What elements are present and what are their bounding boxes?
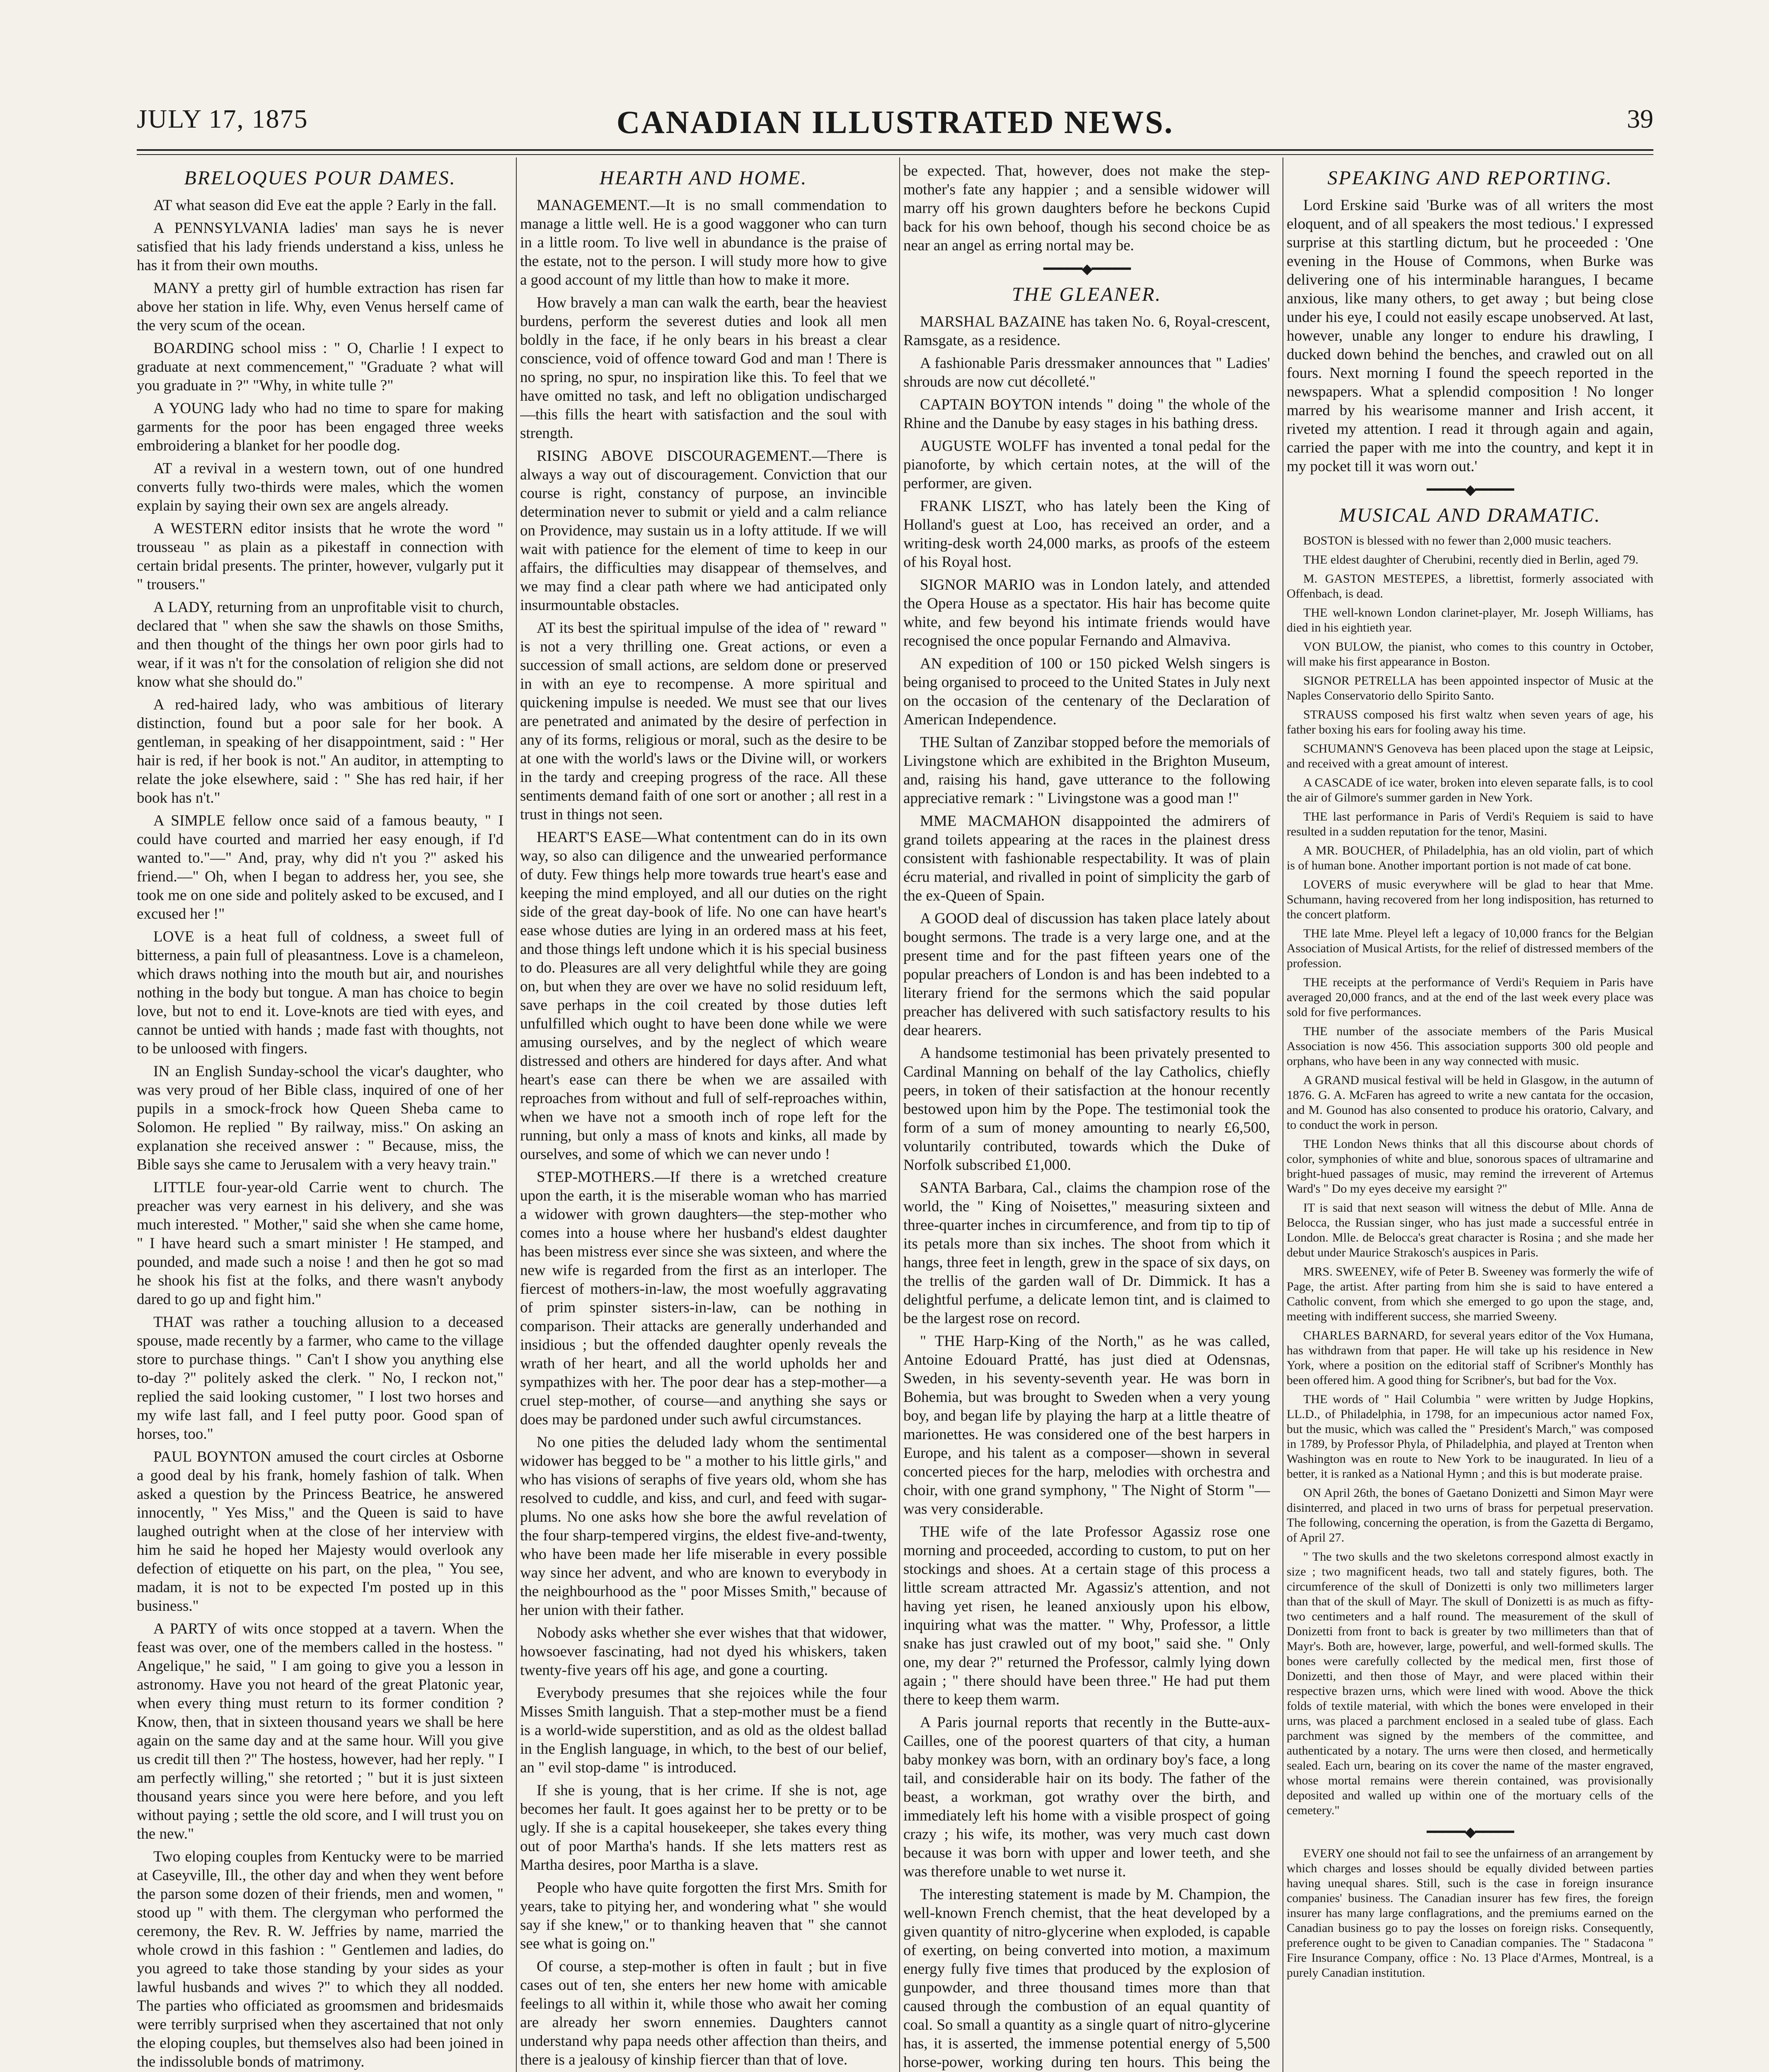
article-paragraph: A PENNSYLVANIA ladies' man says he is never satisfied that his lady friends understand a kiss, unless he has it from their own mouths. (137, 220, 503, 274)
page-number: 39 (1627, 104, 1653, 133)
article-paragraph: FRANK LISZT, who has lately been the King of Holland's guest at Loo, has received an order, and a writing-desk worth 24,000 marks, as proofs of the esteem of his Royal host. (903, 498, 1270, 571)
article-paragraph: A MR. BOUCHER, of Philadelphia, has an old violin, part of which is of human bone. Another important portion is not made of cat bone. (1287, 844, 1653, 872)
article-paragraph: Nobody asks whether she ever wishes that that widower, howsoever fascinating, had not dyed his whiskers, taken twenty-five years off his age, and gone a courting. (520, 1624, 887, 1679)
article-paragraph: THE number of the associate members of the Paris Musical Association is now 456. This association supports 300 old people and orphans, who have been in any way connected with music. (1287, 1024, 1653, 1068)
article-paragraph: SIGNOR PETRELLA has been appointed inspector of Music at the Naples Conservatorio dello Spirito Santo. (1287, 674, 1653, 702)
article-paragraph: HEART'S EASE—What contentment can do in its own way, so also can diligence and the unwearied performance of duty. Few things help more towards true heart's ease and keeping the mind employed, and all our duties on the right side of the great day-book of life. No one can have heart's ease whose duties are lying in an ordered mass at his feet, and those things left undone which it is his special business to do. Pleasures are all very delightful while they are going on, but when they are over we have no solid residuum left, save perhaps in the coil created by those duties left unfulfilled which ought to have been done while we were amusing ourselves, and by the neglect of which weare distressed and others are hindered for days after. And what heart's ease can there be when we are assailed with reproaches from without and full of self-reproaches within, when we have not a smooth inch of rope left for the running, but only a mass of knots and kinks, all made by ourselves, and some of which we can never undo ! (520, 829, 887, 1163)
header-rule (137, 149, 1653, 151)
article-paragraph: THE late Mme. Pleyel left a legacy of 10,000 francs for the Belgian Association of Musical Artists, for the relief of distressed members of the profession. (1287, 927, 1653, 970)
article-paragraph: SIGNOR MARIO was in London lately, and attended the Opera House as a spectator. His hair has become quite white, and few beyond his intimate friends would have recognised the once popular Fernando and Almaviva. (903, 576, 1270, 649)
continued-paragraph: be expected. That, however, does not make the step-mother's fate any happier ; and a sensible widower will marry off his grown daughters before he beckons Cupid back for his own behoof, though his second choice be as near an angel as erring nortal may be. (903, 162, 1270, 254)
article-paragraph: No one pities the deluded lady whom the sentimental widower has begged to be " a mother to his little girls," and who has visions of seraphs of five years old, whom she has resolved to cuddle, and kiss, and curl, and feed with sugar-plums. No one asks how she bore the awful revelation of the four sharp-tempered virgins, the eldest five-and-twenty, who have been made her life miserable in every possible way since her advent, and who are known to everybody in the neighbourhood as the " poor Misses Smith," because of her union with their father. (520, 1434, 887, 1619)
article-paragraph: AT a revival in a western town, out of one hundred converts fully two-thirds were males, which the women explain by saying their own sex are angels already. (137, 460, 503, 514)
article-paragraph: THE wife of the late Professor Agassiz rose one morning and proceeded, according to custom, to put on her stockings and shoes. At a certain stage of this process a little scream attracted Mr. Agassiz's attention, and not having yet risen, he leaned anxiously upon his elbow, inquiring what was the matter. " Why, Professor, a little snake has just crawled out of my boot," said she. " Only one, my dear ?" returned the Professor, calmly lying down again ; " there should have been three." He had put them there to keep them warm. (903, 1523, 1270, 1708)
article-paragraph: If she is young, that is her crime. If she is not, age becomes her fault. It goes against her to be pretty or to be ugly. If she is a capital housekeeper, she takes every thing out of poor Martha's hands. If she lets matters rest as Martha desires, poor Martha is a slave. (520, 1782, 887, 1874)
article-paragraph: VON BULOW, the pianist, who comes to this country in October, will make his first appearance in Boston. (1287, 640, 1653, 668)
article-paragraph: LOVERS of music everywhere will be glad to hear that Mme. Schumann, having recovered from her long indisposition, has returned to the concert platform. (1287, 878, 1653, 921)
article-paragraph: Everybody presumes that she rejoices while the four Misses Smith languish. That a step-mother must be a fiend is a world-wide superstition, and as old as the oldest ballad in the English language, in which, to the best of our belief, an " evil stop-dame " is introduced. (520, 1685, 887, 1776)
article-list (903, 312, 1270, 2072)
article-paragraph: LITTLE four-year-old Carrie went to church. The preacher was very earnest in his delivery, and she was much interested. " Mother," said she when she came home, " I have heard such a smart minister ! He stamped, and pounded, and made such a noise ! and then he got so mad he shook his fist at the folks, and there wasn't anybody dared to go up and fight him." (137, 1179, 503, 1308)
article-paragraph: A WESTERN editor insists that he wrote the word " trousseau " as plain as a pikestaff in connection with certain bridal presents. The printer, however, vulgarly put it " trousers." (137, 520, 503, 593)
article-paragraph: Of course, a step-mother is often in fault ; but in five cases out of ten, she enters her new home with amicable feelings to all within it, while those who await her coming are already her sworn ennemies. Daughters cannot understand why papa needs other affection than theirs, and there is a jealousy of kinship fiercer than that of love. (520, 1958, 887, 2068)
article-paragraph: THE well-known London clarinet-player, Mr. Joseph Williams, has died in his eightieth year. (1287, 606, 1653, 634)
article-paragraph: A Paris journal reports that recently in the Butte-aux-Cailles, one of the poorest quarters of that city, a human baby monkey was born, with an ordinary boy's face, a long tail, and considerable hair on its body. The father of the beast, a workman, got wrathy over the birth, and immediately left his home with a visible prospect of going crazy ; his wife, its mother, was very much cast down because it was born with upper and lower teeth, and she was therefore unable to wet nurse it. (903, 1714, 1270, 1880)
section-title: SPEAKING AND REPORTING. (1327, 167, 1613, 189)
column-hearth-home (520, 162, 887, 2072)
article-paragraph: IT is said that next season will witness the debut of Mlle. Anna de Belocca, the Russian singer, who has just made a successful entrée in London. Mlle. de Belocca's great character is Rosina ; and she made her debut under Maurice Strakosch's auspices in Paris. (1287, 1201, 1653, 1259)
insurance-notice: EVERY one should not fail to see the unfairness of an arrangement by which charges and losses should be equally divided between parties having unequal shares. Still, such is the case in foreign insurance companies' business. The Canadian insurer has few fires, the foreign insurer has many large conflagrations, and the premiums earned on the Canadian business go to pay the losses on foreign risks. Consequently, preference ought to be given to Canadian companies. The " Stadacona " Fire Insurance Company, office : No. 13 Place d'Armes, Montreal, is a purely Canadian institution. (1287, 1847, 1653, 1980)
ornament-divider: ━━━━━◆━━━━━ (1427, 1825, 1513, 1840)
article-paragraph: " THE Harp-King of the North," as he was called, Antoine Edouard Pratté, has just died at Odensnas, Sweden, in his seventy-seventh year. He was born in Bohemia, but was brought to Sweden when a very young boy, and began life by playing the harp at a little theatre of marionettes. He was considered one of the best harpers in Europe, and his talent as a composer—shown in several concerted pieces for the harp, melodies with orchestra and choir, with one grand symphony, " The Night of Storm "—was very considerable. (903, 1333, 1270, 1518)
article-paragraph: A SIMPLE fellow once said of a famous beauty, " I could have courted and married her easy enough, if I'd wanted to."—" And, pray, why did n't you ?" asked his friend.—" Oh, when I began to address her, you see, she took me on one side and politely asked to be excused, and I excused her !" (137, 812, 503, 922)
article-paragraph: BOARDING school miss : " O, Charlie ! I expect to graduate at next commencement," "Graduate ? what will you graduate in ?" "Why, in white tulle ?" (137, 340, 503, 394)
article-paragraph: Two eloping couples from Kentucky were to be married at Caseyville, Ill., the other day and when they went before the parson some dozen of their friends, men and women, " stood up " with them. The clergyman who performed the ceremony, the Rev. R. W. Jeffries by name, married the whole crowd in this fashion : " Gentlemen and ladies, do you agreed to take those standing by your sides as your lawful husbands and wives ?" to which they all nodded. The parties who officiated as groomsmen and bridesmaids were terribly surprised when they ascertained that not only the eloping couples, but themselves also had been joined in the indissoluble bonds of matrimony. (137, 1848, 503, 2070)
article-paragraph: A YOUNG lady who had no time to spare for making garments for the poor has been engaged three weeks embroidering a blanket for her poodle dog. (137, 400, 503, 454)
article-list (520, 196, 887, 2072)
article-paragraph: How bravely a man can walk the earth, bear the heaviest burdens, perform the severest duties and look all men boldly in the face, if he only bears in his breast a clear conscience, void of offence toward God and man ! There is no spring, no spur, no inspiration like this. To feel that we have omitted no task, and left no obligation undischarged—this fills the heart with satisfaction and the soul with strength. (520, 294, 887, 442)
article-paragraph: MARSHAL BAZAINE has taken No. 6, Royal-crescent, Ramsgate, as a residence. (903, 313, 1270, 349)
article-paragraph: ON April 26th, the bones of Gaetano Donizetti and Simon Mayr were disinterred, and placed in two urns of brass for perpetual preservation. The following, concerning the operation, is from the Gazetta di Bergamo, of April 27. (1287, 1486, 1653, 1544)
article-paragraph: THE last performance in Paris of Verdi's Requiem is said to have resulted in a sudden reputation for the tenor, Masini. (1287, 810, 1653, 838)
article-paragraph: LOVE is a heat full of coldness, a sweet full of bitterness, a pain full of pleasantness. Love is a chameleon, which draws nothing into the mouth but air, and nourishes nothing in the body but tongue. A man has choice to begin love, but not to end it. Love-knots are tied with eyes, and cannot be untied with hands ; made fast with thoughts, not to be unloosed with fingers. (137, 928, 503, 1057)
section-title: THE GLEANER. (1012, 283, 1162, 305)
article-paragraph: A fashionable Paris dressmaker announces that " Ladies' shrouds are now cut décolleté." (903, 355, 1270, 390)
article-paragraph: MME MACMAHON disappointed the admirers of grand toilets appearing at the races in the plainest dress consistent with fashionable respectability. It was of plain écru material, and rivalled in point of simplicity the garb of the ex-Queen of Spain. (903, 813, 1270, 904)
issue-date: JULY 17, 1875 (137, 104, 308, 133)
article-paragraph: STEP-MOTHERS.—If there is a wretched creature upon the earth, it is the miserable woman who has married a widower with grown daughters—the step-mother who comes into a house where her husband's eldest daughter has been mistress ever since she was sixteen, and where the new wife is regarded from the first as an interloper. The fiercest of mothers-in-law, the most woefully aggravating of prim spinster sisters-in-law, can be nothing in comparison. Their attacks are generally underhanded and insidious ; but the offended daughter openly reveals the wrath of her heart, and all the world upholds her and sympathizes with her. The poor dear has a step-mother—a cruel step-mother, of course—and anything she says or does may be pardoned under such awful circumstances. (520, 1169, 887, 1428)
article-paragraph: MRS. SWEENEY, wife of Peter B. Sweeney was formerly the wife of Page, the artist. After parting from him she is said to have entered a Catholic convent, from which she emerged to go upon the stage, and, meeting with indifferent success, she married Sweeny. (1287, 1265, 1653, 1323)
section-title: BRELOQUES POUR DAMES. (184, 167, 456, 189)
article-paragraph: STRAUSS composed his first waltz when seven years of age, his father boxing his ears for fooling away his time. (1287, 708, 1653, 736)
article-paragraph: THE words of " Hail Columbia " were written by Judge Hopkins, LL.D., of Philadelphia, in 1798, for an impecunious actor named Fox, but the music, which was called the " President's March," was composed in 1789, by Professor Phyla, of Philadelphia, and played at Trenton when Washington was en route to New York to be inaugurated. In lieu of a better, it is ranked as a National Hymn ; and this is but moderate praise. (1287, 1392, 1653, 1481)
article-paragraph: People who have quite forgotten the first Mrs. Smith for years, take to pitying her, and wondering what " she would say if she knew," or to thanking heaven that " she cannot see what is going on." (520, 1879, 887, 1952)
article-paragraph: A GRAND musical festival will be held in Glasgow, in the autumn of 1876. G. A. McFaren has agreed to write a new cantata for the occasion, and M. Gounod has also consented to produce his oratorio, Calvary, and to conduct the work in person. (1287, 1073, 1653, 1132)
article-paragraph: A PARTY of wits once stopped at a tavern. When the feast was over, one of the members called in the hostess. " Angelique," he said, " I am going to give you a lesson in astronomy. Have you not heard of the great Platonic year, when every thing must return to its former condition ? Know, then, that in sixteen thousand years we shall be here again on the same day and at the same hour. Will you give us credit till then ?" The hostess, however, had her reply. " I am perfectly willing," she retorted ; " but it is just sixteen thousand years since you were here before, and you left without paying ; settle the old score, and I will trust you on the new." (137, 1620, 503, 1842)
column-gleaner (903, 162, 1270, 2072)
column-divider (516, 157, 517, 2072)
article-paragraph: CHARLES BARNARD, for several years editor of the Vox Humana, has withdrawn from that paper. He will take up his residence in New York, where a position on the editorial staff of Scribner's Monthly has been offered him. A good thing for Scribner's, but bad for the Vox. (1287, 1329, 1653, 1387)
article-list (1287, 196, 1653, 476)
newspaper-title: CANADIAN ILLUSTRATED NEWS. (616, 104, 1174, 140)
article-paragraph: The interesting statement is made by M. Champion, the well-known French chemist, that the heat developed by a given quantity of nitro-glycerine when exploded, is capable of exerting, on being converted into motion, a maximum energy fully five times that produced by the explosion of gunpowder, and three thousand times more than that caused through the combustion of an equal quantity of coal. So small a quantity as a single quart of nitro-glycerine has, it is asserted, the immense potential energy of 5,500 horse-power, working during ten hours. This being the (903, 1886, 1270, 2071)
article-paragraph: SCHUMANN'S Genoveva has been placed upon the stage at Leipsic, and received with a great amount of interest. (1287, 742, 1653, 770)
article-paragraph: THE Sultan of Zanzibar stopped before the memorials of Livingstone which are exhibited in the Brighton Museum, and, raising his hand, gave utterance to the following appreciative remark : " Livingstone was a good man !" (903, 734, 1270, 807)
article-paragraph: Lord Erskine said 'Burke was of all writers the most eloquent, and of all speakers the most tedious.' I expressed surprise at this startling dictum, but he proceeded : 'One evening in the House of Commons, when Burke was delivering one of his interminable harangues, I became anxious, like many others, to get away ; but being close under his eye, I could not easily escape unobserved. At last, however, unable any longer to endure his drawling, I ducked down behind the benches, and crawled out on all fours. Next morning I found the speech reported in the newspapers. What a splendid composition ! No longer marred by his wearisome manner and Irish accent, it riveted my attention. I read it through again and again, carried the paper with me into the country, and kept it in my pocket till it was worn out.' (1287, 197, 1653, 475)
article-paragraph: THE London News thinks that all this discourse about chords of color, symphonies of white and blue, sonorous spaces of ultramarine and bright-hued passages of music, may remind the irreverent of Artemus Ward's " Do my eyes deceive my earsight ?" (1287, 1137, 1653, 1196)
article-paragraph: THE eldest daughter of Cherubini, recently died in Berlin, aged 79. (1303, 553, 1638, 566)
article-paragraph: THE receipts at the performance of Verdi's Requiem in Paris have averaged 20,000 francs, and at the end of the last week every place was sold for five performances. (1287, 975, 1653, 1019)
column-breloques (137, 162, 503, 2072)
section-title: MUSICAL AND DRAMATIC. (1339, 504, 1601, 526)
article-paragraph: AN expedition of 100 or 150 picked Welsh singers is being organised to proceed to the United States in July next on the occasion of the centenary of the Declaration of American Independence. (903, 655, 1270, 728)
article-paragraph: " The two skulls and the two skeletons correspond almost exactly in size ; two magnificent heads, two tall and stately figures, both. The circumference of the skull of Donizetti is only two millimeters larger than that of the skull of Mayr. The skull of Donizetti is as much as fifty-two centimeters and a half round. The measurement of the skull of Donizetti from front to back is greater by two millimeters than that of Mayr's. Both are, however, large, powerful, and well-formed skulls. The bones were carefully collected by the medical men, first those of Donizetti, and then those of Mayr, and were placed within their respective brazen urns, which were lined with wood. Above the thick folds of textile material, with which the bones were enveloped in their urns, was placed a parchment enclosed in a sealed tube of glass. Each parchment was signed by the members of the committee, and authenticated by a notary. The urns were then closed, and hermetically sealed. Each urn, bearing on its cover the name of the master engraved, whose mortal remains were therein contained, was provisionally deposited and walled up within one of the mortuary cells of the cemetery." (1287, 1550, 1653, 1817)
article-list (137, 196, 503, 2071)
ornament-divider: ━━━━━◆━━━━━ (1043, 261, 1130, 277)
article-paragraph: AT what season did Eve eat the apple ? Early in the fall. (153, 197, 497, 214)
article-paragraph: PAUL BOYNTON amused the court circles at Osborne a good deal by his frank, homely fashion of talk. When asked a question by the Princess Beatrice, he answered innocently, " Yes Miss," and the Queen is said to have laughed outright when at the close of her interview with him he said he hoped her Majesty would overlook any defection of etiquette on his part, on the plea, " You see, madam, it is not to be expected I'm posted up in this business." (137, 1448, 503, 1615)
header-rule-thin (137, 154, 1653, 155)
article-paragraph: CAPTAIN BOYTON intends " doing " the whole of the Rhine and the Danube by easy stages in his bathing dress. (903, 396, 1270, 432)
article-paragraph: AT its best the spiritual impulse of the idea of " reward " is not a very thrilling one. Great actions, or even a succession of small actions, are seldom done or preserved in with an eye to recompense. A more spiritual and quickening impulse is needed. We must see that our lives are penetrated and animated by the desire of perfection in any of its forms, religious or moral, such as the desire to be at one with the world's laws or the Divine will, or workers in the tardy and creeping progress of the race. All these sentiments demand faith of one sort or another ; all rest in a trust in things not seen. (520, 620, 887, 823)
article-list (1287, 533, 1653, 1818)
article-paragraph: AUGUSTE WOLFF has invented a tonal pedal for the pianoforte, by which certain notes, at the will of the performer, are given. (903, 438, 1270, 492)
column-divider (899, 157, 900, 2072)
section-title: HEARTH AND HOME. (599, 167, 808, 189)
article-paragraph: A handsome testimonial has been privately presented to Cardinal Manning on behalf of the lay Catholics, chiefly peers, in token of their satisfaction at the honour recently bestowed upon him by the Pope. The testimonial took the form of a sum of money amounting to nearly £6,500, voluntarily contributed, towards which the Duke of Norfolk subscribed £1,000. (903, 1045, 1270, 1174)
article-paragraph: A red-haired lady, who was ambitious of literary distinction, found but a poor sale for her book. A gentleman, in speaking of her disappointment, said : " Her hair is red, if her book is not." An auditor, in attempting to relate the joke elsewhere, said : " She has red hair, if her book has n't." (137, 696, 503, 806)
article-paragraph: SANTA Barbara, Cal., claims the champion rose of the world, the " King of Noisettes," measuring sixteen and three-quarter inches in circumference, and from tip to tip of its petals more than six inches. The shoot from which it hangs, three feet in length, grew in the space of six days, on the trellis of the garden wall of Dr. Dimmick. It has a delightful perfume, a delicate lemon tint, and is claimed to be the largest rose on record. (903, 1179, 1270, 1327)
article-paragraph: IN an English Sunday-school the vicar's daughter, who was very proud of her Bible class, inquired of one of her pupils in a smock-frock how Queen Sheba came to Solomon. He replied " By railway, miss." On asking an explanation she received answer : " Because, miss, the Bible says she came to Jerusalem with a very heavy train." (137, 1063, 503, 1173)
column-speaking-musical (1287, 162, 1653, 2072)
article-paragraph: THAT was rather a touching allusion to a deceased spouse, made recently by a farmer, who came to the village store to purchase things. " Can't I show you anything else to-day ?" politely asked the clerk. " No, I reckon not," replied the said looking customer, " I lost two horses and my wife last fall, and I feel putty poor. Good span of horses, too." (137, 1314, 503, 1443)
article-paragraph: BOSTON is blessed with no fewer than 2,000 music teachers. (1303, 534, 1612, 547)
article-paragraph: MANAGEMENT.—It is no small commendation to manage a little well. He is a good waggoner who can turn in a little room. To live well in abundance is the praise of the estate, not to the person. I will study more how to give a good account of my little than how to make it more. (520, 197, 887, 288)
article-paragraph: A GOOD deal of discussion has taken place lately about bought sermons. The trade is a very large one, and at the present time and for the past fifteen years one of the popular preachers of London is and has been indebted to a literary friend for the sermons which the said popular preacher has delivered with such satisfactory results to his dear hearers. (903, 910, 1270, 1039)
article-paragraph: RISING ABOVE DISCOURAGEMENT.—There is always a way out of discouragement. Conviction that our course is right, constancy of purpose, an invincible determination never to submit or yield and a calm reliance on Providence, may sustain us in a lofty attitude. If we will wait with patience for the element of time to keep in our affairs, the difficulties may disappear of themselves, and we may find a clear path where we had anticipated only insurmountable obstacles. (520, 448, 887, 614)
article-paragraph: A LADY, returning from an unprofitable visit to church, declared that " when she saw the shawls on those Smiths, and then thought of the things her own poor girls had to wear, if it was n't for the consolation of religion she did not know what she should do." (137, 599, 503, 690)
article-paragraph: MANY a pretty girl of humble extraction has risen far above her station in life. Why, even Venus herself came of the very scum of the ocean. (137, 280, 503, 334)
ornament-divider: ━━━━━◆━━━━━ (1427, 482, 1513, 498)
article-paragraph: M. GASTON MESTEPES, a librettist, formerly associated with Offenbach, is dead. (1287, 572, 1653, 600)
article-paragraph: A CASCADE of ice water, broken into eleven separate falls, is to cool the air of Gilmore's summer garden in New York. (1287, 776, 1653, 804)
